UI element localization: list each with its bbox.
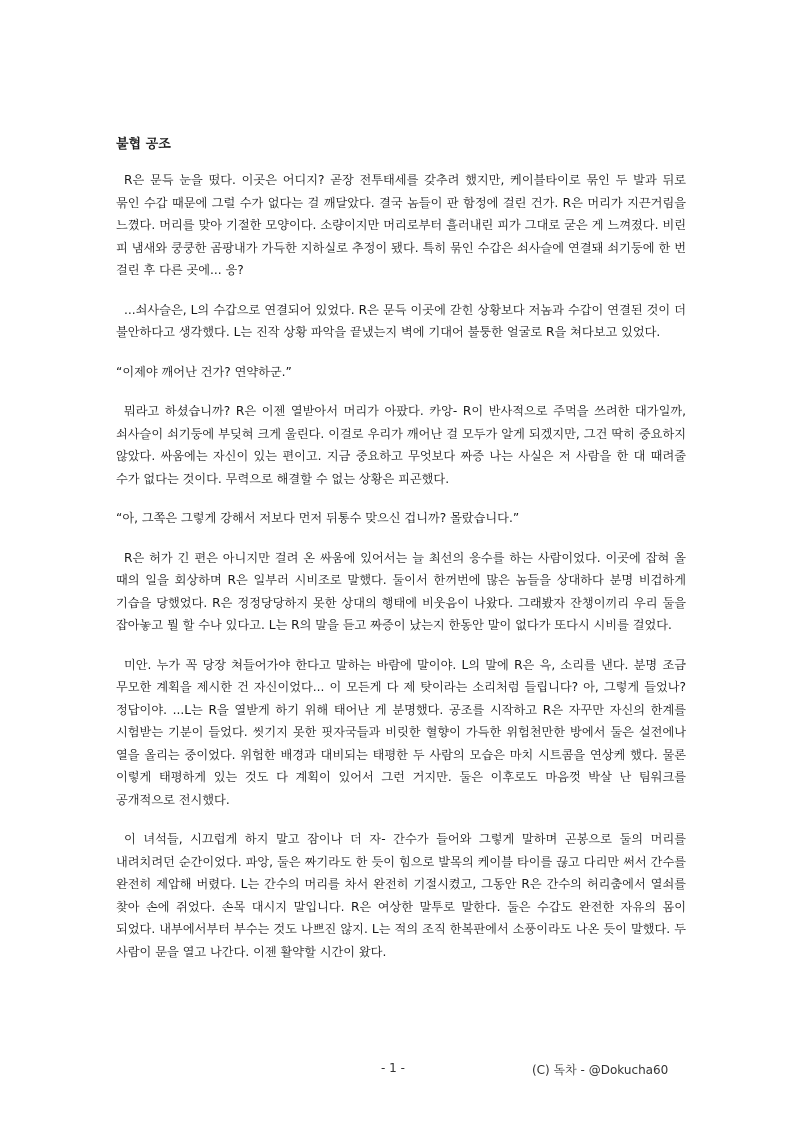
document-title: 불협 공조 [116,137,171,152]
paragraph: R은 허가 긴 편은 아니지만 걸려 온 싸움에 있어서는 늘 최선의 응수를 하는 사람이었다. 이곳에 잡혀 올 때의 일을 회상하며 R은 일부러 시비조로 말했다. 둘이서 한꺼번에 많은 놈들을 상대하다 분명 비겁하게 기습을 당했었다. R은 정정당당하지 못한 상대의 행태에 비웃음이 나왔다. 그래봤자 잔챙이끼리 우리 둘을 잡아놓고 뭘 할 수나 있다고. L는 R의 말을 듣고 짜증이 났는지 한동안 말이 없다가 또다시 시비를 걸었다. [116,550,686,632]
copyright-notice: (C) 독차 - @Dokucha60 [532,1063,669,1077]
paragraph: ...쇠사슬은, L의 수갑으로 연결되어 있었다. R은 문득 이곳에 갇힌 상황보다 저놈과 수갑이 연결된 것이 더 불안하다고 생각했다. L는 진작 상황 파악을 끝냈는지 벽에 기대어 불퉁한 얼굴로 R을 쳐다보고 있었다. [116,302,686,339]
paragraph: 뭐라고 하셨습니까? R은 이젠 열받아서 머리가 아팠다. 카앙- R이 반사적으로 주먹을 쓰려한 대가일까, 쇠사슬이 쇠기둥에 부딪혀 크게 울린다. 이걸로 우리가 깨어난 걸 모두가 알게 되겠지만, 그건 딱히 중요하지 않았다. 싸움에는 자신이 있는 편이고. 지금 중요하고 무엇보다 짜증 나는 사실은 저 사람을 한 대 때려줄 수가 없다는 것이다. 무력으로 해결할 수 없는 상황은 피곤했다. [116,404,686,486]
paragraph: 이 녀석들, 시끄럽게 하지 말고 잠이나 더 자- 간수가 들어와 그렇게 말하며 곤봉으로 둘의 머리를 내려치려던 순간이었다. 파앙, 둘은 짜기라도 한 듯이 힘으로 발목의 케이블 타이를 끊고 다리만 써서 간수를 완전히 제압해 버렸다. L는 간수의 머리를 차서 완전히 기절시켰고, 그동안 R은 간수의 허리춤에서 열쇠를 찾아 손에 쥐었다. 손목 대시지 말입니다. R은 여상한 말투로 말한다. 둘은 수갑도 완전한 자유의 몸이 되었다. 내부에서부터 부수는 것도 나쁘진 않지. L는 적의 조직 한복판에서 소풍이라도 나온 듯이 말했다. 두 사람이 문을 열고 나간다. 이젠 활약할 시간이 왔다. [116,832,686,959]
dialogue-line: “이제야 깨어난 건가? 연약하군.” [116,364,292,379]
page-number: - 1 - [381,1061,405,1075]
paragraph: 미안. 누가 꼭 당장 쳐들어가야 한다고 말하는 바람에 말이야. L의 말에 R은 윽, 소리를 낸다. 분명 조금 무모한 계획을 제시한 건 자신이었다... 이 모든게 다 제 탓이라는 소리처럼 들립니다? 아, 그렇게 들었나? 정답이야. ...L는 R을 열받게 하기 위해 태어난 게 분명했다. 공조를 시작하고 R은 자꾸만 자신의 한계를 시험받는 기분이 들었다. 씻기지 못한 핏자국들과 비릿한 혈향이 가득한 위험천만한 방에서 둘은 설전에나 열을 올리는 중이었다. 위험한 배경과 대비되는 태평한 두 사람의 모습은 마치 시트콤을 연상케 했다. 물론 이렇게 태평하게 있는 것도 다 계획이 있어서 그런 거지만. 둘은 이후로도 마음껏 박살 난 팀워크를 공개적으로 전시했다. [116,657,686,807]
paragraph: R은 문득 눈을 떴다. 이곳은 어디지? 곧장 전투태세를 갖추려 했지만, 케이블타이로 묶인 두 발과 뒤로 묶인 수갑 때문에 그럴 수가 없다는 걸 깨달았다. 결국 놈들이 판 함정에 걸린 건가. R은 머리가 지끈거림을 느꼈다. 머리를 맞아 기절한 모양이다. 소량이지만 머리로부터 흘러내린 피가 그대로 굳은 게 느껴졌다. 비린 피 냄새와 쿵쿵한 곰팡내가 가득한 지하실로 추정이 됐다. 특히 묶인 수갑은 쇠사슬에 연결돼 쇠기둥에 한 번 걸린 후 다른 곳에... 응? [116,173,686,277]
document-body [116,169,686,980]
dialogue-line: “아, 그쪽은 그렇게 강해서 저보다 먼저 뒤통수 맞으신 겁니까? 몰랐습니다.” [116,511,520,525]
